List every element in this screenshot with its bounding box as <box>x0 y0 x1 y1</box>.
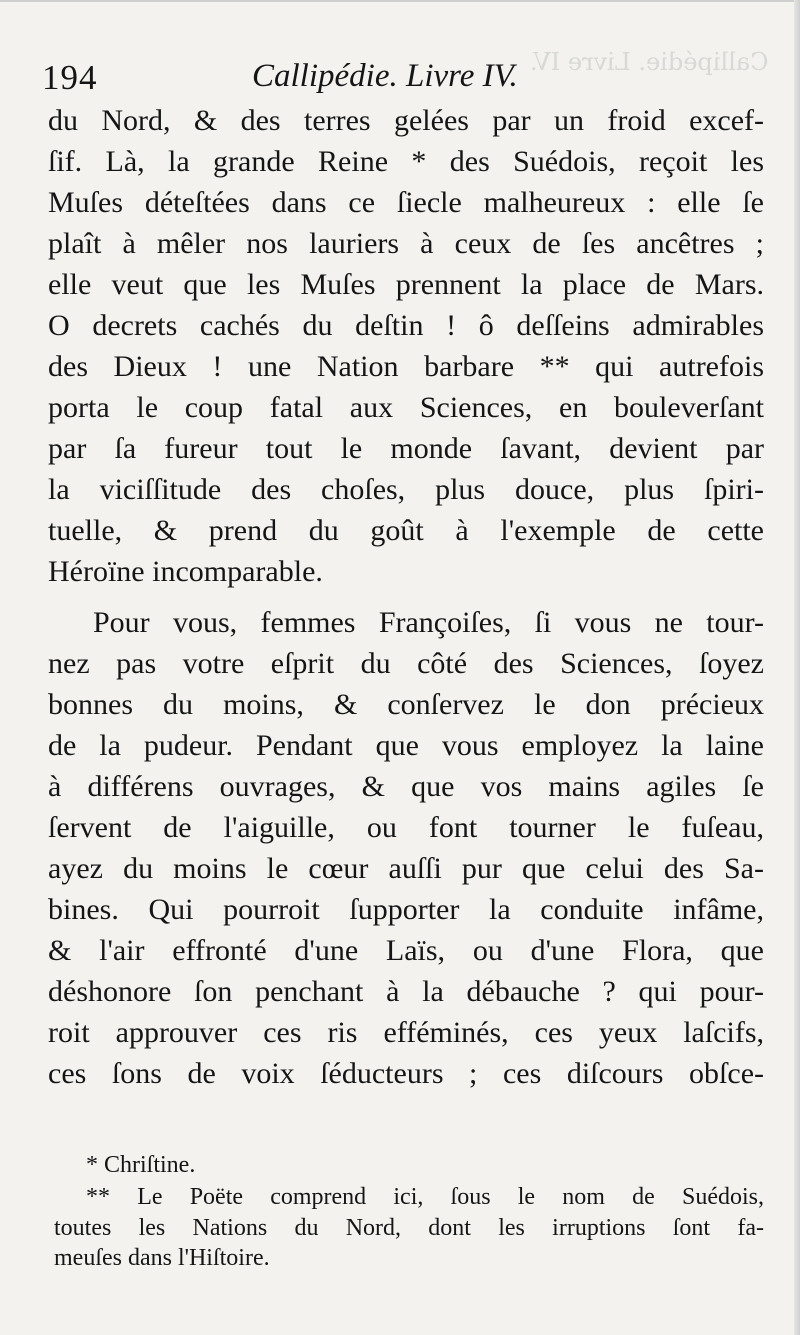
footnote-poete-line3: meuſes dans l'Hiſtoire. <box>54 1245 270 1271</box>
running-head: Callipédie. Livre IV. <box>252 58 518 94</box>
text-line: par ſa fureur tout le monde ſavant, devient par <box>48 432 764 465</box>
text-line: Muſes déteſtées dans ce ſiecle malheureux : elle ſe <box>48 186 764 219</box>
text-line: du Nord, & des terres gelées par un froid excef- <box>48 104 764 137</box>
text-line: porta le coup fatal aux Sciences, en bouleverſant <box>48 391 764 424</box>
top-edge-line <box>0 0 800 2</box>
text-line: à différens ouvrages, & que vos mains agiles ſe <box>48 770 764 803</box>
text-line: bines. Qui pourroit ſupporter la conduite infâme, <box>48 893 764 926</box>
page-edge-shadow <box>794 0 800 1335</box>
text-line: Pour vous, femmes Françoiſes, ſi vous ne tour- <box>93 606 764 639</box>
footnote-poete-line1: ** Le Poëte comprend ici, ſous le nom de Suédois, <box>86 1184 764 1210</box>
text-line: de la pudeur. Pendant que vous employez la laine <box>48 729 764 762</box>
text-line: nez pas votre eſprit du côté des Sciences, ſoyez <box>48 647 764 680</box>
text-line: ſif. Là, la grande Reine * des Suédois, reçoit les <box>48 145 764 178</box>
text-line: & l'air effronté d'une Laïs, ou d'une Flora, que <box>48 934 764 967</box>
text-line: ayez du moins le cœur auſſi pur que celui des Sa- <box>48 852 764 885</box>
text-line: déshonore ſon penchant à la débauche ? qui pour- <box>48 975 764 1008</box>
bleed-through-header: Callipédie. Livre IV. <box>529 48 768 76</box>
text-line: elle veut que les Muſes prennent la place de Mars. <box>48 268 764 301</box>
text-line: tuelle, & prend du goût à l'exemple de cette <box>48 514 764 547</box>
text-line: ſervent de l'aiguille, ou font tourner le fuſeau, <box>48 811 764 844</box>
text-line: bonnes du moins, & conſervez le don précieux <box>48 688 764 721</box>
text-line: O decrets cachés du deſtin ! ô deſſeins admirables <box>48 309 764 342</box>
text-line: roit approuver ces ris efféminés, ces yeux laſcifs, <box>48 1016 764 1049</box>
text-line: la viciſſitude des choſes, plus douce, plus ſpiri- <box>48 473 764 506</box>
text-line: des Dieux ! une Nation barbare ** qui autrefois <box>48 350 764 383</box>
text-line: plaît à mêler nos lauriers à ceux de ſes ancêtres ; <box>48 227 764 260</box>
footnote-poete-line2: toutes les Nations du Nord, dont les irruptions ſont fa- <box>54 1215 764 1241</box>
text-line: Héroïne incomparable. <box>48 555 323 588</box>
text-line: ces ſons de voix ſéducteurs ; ces diſcours obſce- <box>48 1057 764 1090</box>
page-number: 194 <box>42 58 98 97</box>
footnote-christine: * Chriſtine. <box>86 1152 196 1178</box>
